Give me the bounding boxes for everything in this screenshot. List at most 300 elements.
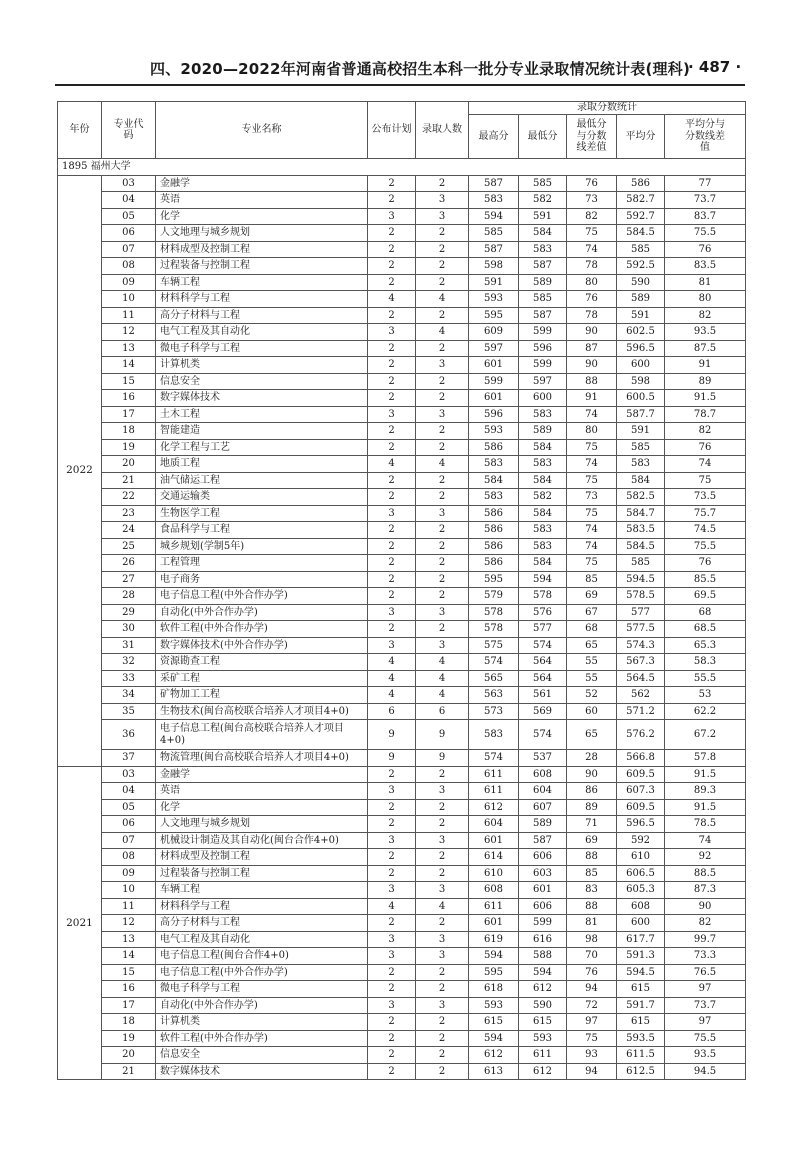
cell-avg-diff: 73.7	[665, 192, 746, 209]
table-row	[58, 654, 746, 671]
cell-min: 578	[519, 588, 567, 605]
cell-avg-diff: 76.5	[665, 964, 746, 981]
school-row: 1895 福州大学	[58, 159, 746, 176]
cell-avg: 600.5	[617, 390, 665, 407]
cell-code: 15	[102, 373, 156, 390]
cell-code: 27	[102, 571, 156, 588]
cell-min-diff: 85	[567, 571, 617, 588]
cell-min: 583	[519, 241, 567, 258]
cell-name: 电气工程及其自动化	[156, 324, 368, 341]
cell-avg: 590	[617, 274, 665, 291]
cell-min-diff: 82	[567, 208, 617, 225]
table-row	[58, 849, 746, 866]
cell-min-diff: 68	[567, 621, 617, 638]
cell-admitted: 2	[416, 621, 469, 638]
cell-avg-diff: 76	[665, 241, 746, 258]
cell-max: 583	[469, 192, 519, 209]
cell-avg: 584.7	[617, 505, 665, 522]
cell-name: 自动化(中外合作办学)	[156, 997, 368, 1014]
cell-name: 车辆工程	[156, 882, 368, 899]
table-row	[58, 423, 746, 440]
cell-code: 09	[102, 865, 156, 882]
cell-avg: 564.5	[617, 670, 665, 687]
cell-max: 612	[469, 1047, 519, 1064]
cell-avg: 592.5	[617, 258, 665, 275]
cell-name: 电子信息工程(中外合作办学)	[156, 588, 368, 605]
cell-code: 08	[102, 258, 156, 275]
cell-avg: 592	[617, 832, 665, 849]
cell-min: 561	[519, 687, 567, 704]
cell-plan: 2	[368, 849, 416, 866]
cell-min-diff: 73	[567, 192, 617, 209]
cell-avg-diff: 91.5	[665, 799, 746, 816]
cell-plan: 3	[368, 931, 416, 948]
cell-avg: 591	[617, 307, 665, 324]
cell-avg-diff: 75.5	[665, 1030, 746, 1047]
cell-plan: 3	[368, 208, 416, 225]
page-title: 四、2020—2022年河南省普通高校招生本科一批分专业录取情况统计表(理科)	[150, 60, 691, 78]
table-row	[58, 489, 746, 506]
table-row	[58, 258, 746, 275]
table-row	[58, 373, 746, 390]
table-row	[58, 192, 746, 209]
cell-code: 06	[102, 816, 156, 833]
cell-name: 数字媒体技术	[156, 1063, 368, 1080]
cell-avg: 615	[617, 1014, 665, 1031]
cell-name: 城乡规划(学制5年)	[156, 538, 368, 555]
table-row	[58, 1063, 746, 1080]
cell-admitted: 3	[416, 208, 469, 225]
cell-avg-diff: 69.5	[665, 588, 746, 605]
cell-admitted: 2	[416, 799, 469, 816]
cell-admitted: 2	[416, 1030, 469, 1047]
cell-max: 586	[469, 555, 519, 572]
cell-name: 材料科学与工程	[156, 898, 368, 915]
cell-admitted: 4	[416, 456, 469, 473]
cell-admitted: 3	[416, 357, 469, 374]
cell-avg-diff: 74	[665, 832, 746, 849]
cell-max: 573	[469, 703, 519, 720]
cell-avg-diff: 91.5	[665, 766, 746, 783]
cell-avg: 612.5	[617, 1063, 665, 1080]
page-number: · 487 ·	[688, 58, 742, 76]
cell-name: 生物技术(闽台高校联合培养人才项目4+0)	[156, 703, 368, 720]
cell-min: 599	[519, 915, 567, 932]
cell-avg-diff: 76	[665, 555, 746, 572]
cell-min-diff: 80	[567, 274, 617, 291]
cell-plan: 2	[368, 241, 416, 258]
cell-avg-diff: 97	[665, 981, 746, 998]
cell-admitted: 2	[416, 258, 469, 275]
cell-avg-diff: 82	[665, 307, 746, 324]
cell-name: 工程管理	[156, 555, 368, 572]
cell-min: 569	[519, 703, 567, 720]
cell-code: 25	[102, 538, 156, 555]
cell-avg: 587.7	[617, 406, 665, 423]
cell-avg-diff: 82	[665, 423, 746, 440]
cell-min: 612	[519, 1063, 567, 1080]
cell-plan: 4	[368, 456, 416, 473]
cell-admitted: 2	[416, 538, 469, 555]
cell-name: 矿物加工工程	[156, 687, 368, 704]
cell-avg: 584.5	[617, 538, 665, 555]
cell-code: 10	[102, 882, 156, 899]
cell-avg-diff: 91	[665, 357, 746, 374]
cell-min: 589	[519, 423, 567, 440]
cell-admitted: 3	[416, 505, 469, 522]
cell-min: 599	[519, 324, 567, 341]
year-cell: 2021	[58, 766, 102, 1080]
cell-admitted: 4	[416, 670, 469, 687]
cell-plan: 2	[368, 489, 416, 506]
cell-admitted: 2	[416, 472, 469, 489]
table-row	[58, 571, 746, 588]
cell-code: 14	[102, 948, 156, 965]
cell-plan: 2	[368, 390, 416, 407]
year-cell: 2022	[58, 175, 102, 766]
cell-min-diff: 80	[567, 423, 617, 440]
cell-min: 591	[519, 208, 567, 225]
cell-avg: 594.5	[617, 571, 665, 588]
cell-admitted: 3	[416, 931, 469, 948]
cell-code: 16	[102, 390, 156, 407]
cell-min: 574	[519, 637, 567, 654]
cell-admitted: 2	[416, 1047, 469, 1064]
cell-min-diff: 69	[567, 832, 617, 849]
cell-plan: 2	[368, 340, 416, 357]
cell-avg-diff: 78.7	[665, 406, 746, 423]
header-max: 最高分	[469, 115, 519, 159]
cell-min-diff: 78	[567, 258, 617, 275]
cell-plan: 2	[368, 439, 416, 456]
cell-admitted: 3	[416, 604, 469, 621]
cell-min: 599	[519, 357, 567, 374]
cell-min-diff: 87	[567, 340, 617, 357]
cell-min-diff: 69	[567, 588, 617, 605]
cell-avg-diff: 78.5	[665, 816, 746, 833]
cell-name: 金融学	[156, 766, 368, 783]
cell-min-diff: 75	[567, 1030, 617, 1047]
cell-max: 610	[469, 865, 519, 882]
cell-min: 616	[519, 931, 567, 948]
cell-avg-diff: 87.5	[665, 340, 746, 357]
cell-avg: 591.7	[617, 997, 665, 1014]
cell-min-diff: 74	[567, 538, 617, 555]
table-row	[58, 997, 746, 1014]
cell-admitted: 2	[416, 816, 469, 833]
cell-max: 593	[469, 291, 519, 308]
cell-plan: 2	[368, 472, 416, 489]
cell-code: 12	[102, 915, 156, 932]
cell-max: 601	[469, 357, 519, 374]
cell-avg-diff: 91.5	[665, 390, 746, 407]
cell-min: 583	[519, 538, 567, 555]
cell-avg: 584	[617, 472, 665, 489]
cell-code: 04	[102, 192, 156, 209]
cell-code: 11	[102, 307, 156, 324]
table-row	[58, 766, 746, 783]
cell-plan: 4	[368, 291, 416, 308]
cell-plan: 9	[368, 750, 416, 767]
cell-min: 603	[519, 865, 567, 882]
cell-plan: 3	[368, 882, 416, 899]
cell-max: 597	[469, 340, 519, 357]
table-row	[58, 981, 746, 998]
cell-code: 15	[102, 964, 156, 981]
header-min-diff: 最低分与分数线差值	[567, 115, 617, 159]
cell-min: 594	[519, 571, 567, 588]
table-row	[58, 307, 746, 324]
cell-code: 30	[102, 621, 156, 638]
cell-admitted: 2	[416, 766, 469, 783]
cell-admitted: 2	[416, 555, 469, 572]
cell-max: 599	[469, 373, 519, 390]
table-row	[58, 750, 746, 767]
cell-plan: 2	[368, 258, 416, 275]
cell-min: 582	[519, 489, 567, 506]
cell-code: 09	[102, 274, 156, 291]
cell-min: 574	[519, 720, 567, 750]
cell-avg-diff: 57.8	[665, 750, 746, 767]
cell-admitted: 2	[416, 225, 469, 242]
cell-avg-diff: 58.3	[665, 654, 746, 671]
cell-avg-diff: 53	[665, 687, 746, 704]
cell-plan: 2	[368, 1063, 416, 1080]
cell-max: 604	[469, 816, 519, 833]
cell-min-diff: 71	[567, 816, 617, 833]
cell-avg: 566.8	[617, 750, 665, 767]
cell-code: 35	[102, 703, 156, 720]
cell-plan: 4	[368, 898, 416, 915]
cell-avg: 571.2	[617, 703, 665, 720]
cell-code: 37	[102, 750, 156, 767]
cell-code: 05	[102, 208, 156, 225]
cell-min-diff: 78	[567, 307, 617, 324]
cell-min-diff: 73	[567, 489, 617, 506]
cell-avg-diff: 82	[665, 915, 746, 932]
cell-min-diff: 52	[567, 687, 617, 704]
cell-admitted: 2	[416, 849, 469, 866]
cell-name: 高分子材料与工程	[156, 915, 368, 932]
cell-min-diff: 88	[567, 373, 617, 390]
cell-max: 563	[469, 687, 519, 704]
cell-min: 604	[519, 783, 567, 800]
cell-avg-diff: 93.5	[665, 324, 746, 341]
cell-min-diff: 94	[567, 1063, 617, 1080]
cell-admitted: 2	[416, 981, 469, 998]
cell-name: 交通运输类	[156, 489, 368, 506]
cell-avg-diff: 89	[665, 373, 746, 390]
cell-admitted: 4	[416, 291, 469, 308]
cell-name: 智能建造	[156, 423, 368, 440]
cell-avg-diff: 75.5	[665, 225, 746, 242]
cell-avg: 582.5	[617, 489, 665, 506]
admission-statistics-table	[57, 101, 746, 1080]
cell-code: 03	[102, 175, 156, 192]
cell-max: 615	[469, 1014, 519, 1031]
cell-min-diff: 76	[567, 291, 617, 308]
cell-max: 601	[469, 390, 519, 407]
cell-admitted: 2	[416, 571, 469, 588]
table-row	[58, 472, 746, 489]
cell-avg: 596.5	[617, 340, 665, 357]
cell-name: 土木工程	[156, 406, 368, 423]
cell-min: 576	[519, 604, 567, 621]
cell-min-diff: 55	[567, 670, 617, 687]
cell-admitted: 3	[416, 882, 469, 899]
cell-min-diff: 55	[567, 654, 617, 671]
cell-admitted: 4	[416, 324, 469, 341]
cell-max: 594	[469, 208, 519, 225]
cell-admitted: 9	[416, 720, 469, 750]
cell-avg-diff: 93.5	[665, 1047, 746, 1064]
cell-max: 594	[469, 948, 519, 965]
cell-code: 12	[102, 324, 156, 341]
cell-min: 582	[519, 192, 567, 209]
cell-plan: 3	[368, 997, 416, 1014]
cell-plan: 2	[368, 423, 416, 440]
cell-avg: 594.5	[617, 964, 665, 981]
cell-min-diff: 76	[567, 964, 617, 981]
cell-avg: 598	[617, 373, 665, 390]
cell-plan: 2	[368, 816, 416, 833]
cell-min-diff: 90	[567, 324, 617, 341]
cell-admitted: 2	[416, 489, 469, 506]
cell-plan: 2	[368, 1047, 416, 1064]
cell-max: 583	[469, 489, 519, 506]
cell-min-diff: 93	[567, 1047, 617, 1064]
cell-max: 611	[469, 898, 519, 915]
cell-code: 14	[102, 357, 156, 374]
cell-admitted: 2	[416, 1063, 469, 1080]
cell-name: 电子信息工程(中外合作办学)	[156, 964, 368, 981]
cell-admitted: 2	[416, 274, 469, 291]
cell-max: 594	[469, 1030, 519, 1047]
cell-min: 577	[519, 621, 567, 638]
table-row	[58, 1014, 746, 1031]
cell-max: 601	[469, 915, 519, 932]
cell-plan: 4	[368, 654, 416, 671]
cell-min: 587	[519, 258, 567, 275]
cell-name: 微电子科学与工程	[156, 340, 368, 357]
table-row	[58, 439, 746, 456]
cell-min-diff: 74	[567, 406, 617, 423]
cell-avg-diff: 85.5	[665, 571, 746, 588]
table-row	[58, 915, 746, 932]
cell-min: 585	[519, 291, 567, 308]
cell-max: 586	[469, 505, 519, 522]
table-row	[58, 291, 746, 308]
cell-min-diff: 88	[567, 898, 617, 915]
cell-min: 584	[519, 225, 567, 242]
cell-avg: 577.5	[617, 621, 665, 638]
cell-min-diff: 65	[567, 637, 617, 654]
cell-avg: 591	[617, 423, 665, 440]
cell-name: 微电子科学与工程	[156, 981, 368, 998]
header-divider	[55, 84, 745, 86]
cell-min: 587	[519, 832, 567, 849]
cell-min-diff: 74	[567, 241, 617, 258]
cell-code: 18	[102, 1014, 156, 1031]
table-row	[58, 1030, 746, 1047]
cell-max: 586	[469, 522, 519, 539]
cell-min: 593	[519, 1030, 567, 1047]
cell-admitted: 6	[416, 703, 469, 720]
cell-max: 608	[469, 882, 519, 899]
cell-avg: 607.3	[617, 783, 665, 800]
cell-min: 608	[519, 766, 567, 783]
cell-avg-diff: 76	[665, 439, 746, 456]
cell-plan: 2	[368, 175, 416, 192]
cell-plan: 2	[368, 865, 416, 882]
cell-max: 595	[469, 307, 519, 324]
table-row	[58, 241, 746, 258]
cell-name: 自动化(中外合作办学)	[156, 604, 368, 621]
cell-avg: 589	[617, 291, 665, 308]
cell-avg: 615	[617, 981, 665, 998]
cell-max: 611	[469, 783, 519, 800]
cell-min: 589	[519, 816, 567, 833]
cell-plan: 2	[368, 915, 416, 932]
cell-max: 574	[469, 750, 519, 767]
cell-name: 数字媒体技术	[156, 390, 368, 407]
cell-min-diff: 98	[567, 931, 617, 948]
cell-max: 612	[469, 799, 519, 816]
cell-name: 英语	[156, 192, 368, 209]
cell-max: 619	[469, 931, 519, 948]
cell-min-diff: 90	[567, 766, 617, 783]
cell-code: 17	[102, 406, 156, 423]
header-major-name: 专业名称	[156, 102, 368, 159]
cell-plan: 3	[368, 505, 416, 522]
cell-max: 584	[469, 472, 519, 489]
cell-max: 575	[469, 637, 519, 654]
cell-max: 609	[469, 324, 519, 341]
cell-plan: 3	[368, 832, 416, 849]
cell-min: 587	[519, 307, 567, 324]
cell-name: 计算机类	[156, 1014, 368, 1031]
table-row	[58, 816, 746, 833]
cell-max: 595	[469, 964, 519, 981]
cell-avg-diff: 74.5	[665, 522, 746, 539]
cell-admitted: 3	[416, 997, 469, 1014]
table-row	[58, 274, 746, 291]
cell-name: 食品科学与工程	[156, 522, 368, 539]
cell-code: 26	[102, 555, 156, 572]
cell-max: 586	[469, 538, 519, 555]
cell-code: 04	[102, 783, 156, 800]
cell-avg: 606.5	[617, 865, 665, 882]
cell-admitted: 4	[416, 654, 469, 671]
table-row	[58, 832, 746, 849]
cell-code: 06	[102, 225, 156, 242]
cell-name: 车辆工程	[156, 274, 368, 291]
header-score-stats: 录取分数统计	[469, 102, 746, 115]
header-avg: 平均分	[617, 115, 665, 159]
cell-avg-diff: 97	[665, 1014, 746, 1031]
cell-avg: 585	[617, 555, 665, 572]
cell-code: 13	[102, 931, 156, 948]
cell-min-diff: 89	[567, 799, 617, 816]
cell-avg-diff: 73.3	[665, 948, 746, 965]
table-row	[58, 964, 746, 981]
cell-min-diff: 91	[567, 390, 617, 407]
cell-name: 人文地理与城乡规划	[156, 225, 368, 242]
table-row	[58, 324, 746, 341]
cell-avg: 608	[617, 898, 665, 915]
cell-min-diff: 67	[567, 604, 617, 621]
cell-max: 596	[469, 406, 519, 423]
